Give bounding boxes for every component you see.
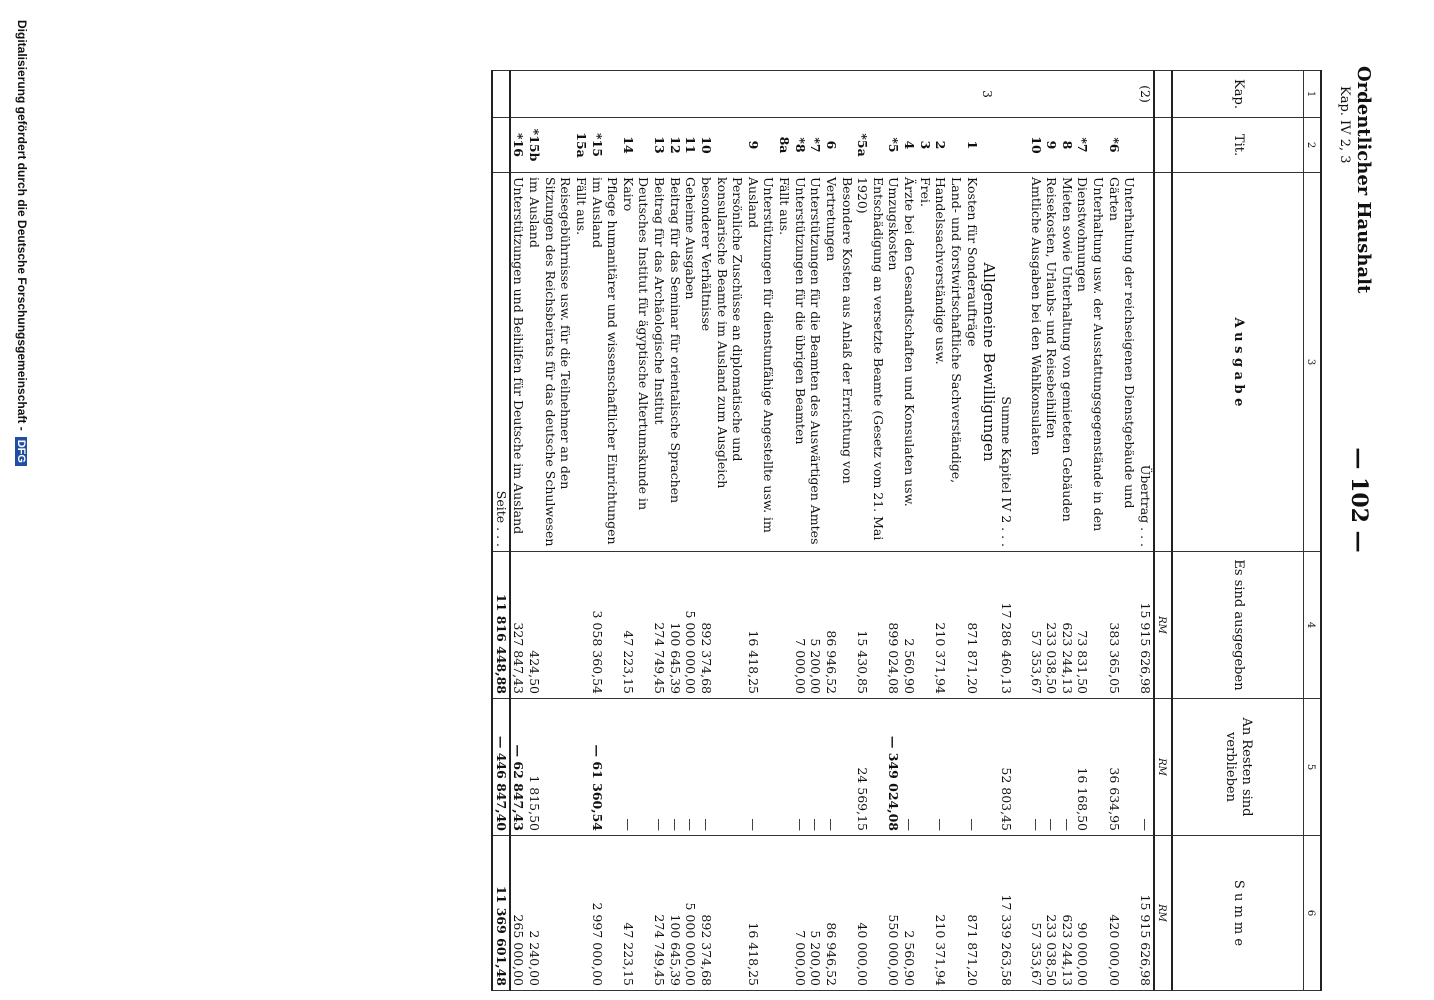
tit-cell: *16 [510,118,527,173]
amount-cell: 11 369 601,48 [492,836,510,991]
kap-cell [698,71,745,118]
tit-cell: *7 [1075,118,1106,173]
amount-cell [917,836,933,991]
amount-cell [573,552,589,699]
unit-label: RM [1154,552,1172,699]
unit-label: RM [1154,699,1172,836]
amount-cell: — 349 024,08 [886,699,902,836]
tit-cell: 8a [777,118,793,173]
tit-cell: *5a [855,118,886,173]
description-cell: Unterstützungen und Beihilfen für Deutsche im Ausland [510,173,527,552]
amount-cell: 15 430,85 [855,552,886,699]
table-body [1137,71,1154,991]
unit-label: RM [1154,836,1172,991]
header-reste: An Resten sind verblieben [1172,699,1304,836]
amount-cell: 7 000,00 [792,836,808,991]
description-cell: Deutsches Institut für ägyptische Altertumskunde in Kairo [620,173,651,552]
header-summe: S u m m e [1172,836,1304,991]
amount-cell: 36 634,95 [1106,699,1137,836]
amount-cell: 2 560,90 [902,552,918,699]
page-header-subtitle: Kap. IV 2, 3 [1337,86,1352,164]
description-cell: Fällt aus. [573,173,589,552]
amount-cell: 899 024,08 [886,552,902,699]
section-title: Allgemeine Bewilligungen [980,173,999,552]
kap-cell [667,71,683,118]
amount-cell: 57 353,67 [1028,836,1044,991]
table-row [964,71,980,991]
amount-cell: 623 244,13 [1059,836,1075,991]
description-cell: Geheime Ausgaben [683,173,699,552]
tit-cell: 8 [1059,118,1075,173]
column-header-row [1172,71,1304,991]
amount-cell: 623 244,13 [1059,552,1075,699]
amount-cell: — 61 360,54 [589,699,620,836]
amount-cell: 86 946,52 [823,552,854,699]
amount-cell [777,699,793,836]
kap-cell [620,71,651,118]
kap-cell [808,71,824,118]
dfg-logo: DFG [15,437,27,466]
amount-cell [573,836,589,991]
description-cell: Besondere Kosten aus Anlaß der Errichtung von Vertretungen [823,173,854,552]
amount-cell: 73 831,50 [1075,552,1106,699]
digitization-note [15,20,29,466]
kap-cell [527,71,574,118]
tit-cell: 13 [652,118,668,173]
amount-cell [777,552,793,699]
tit-cell: *15 [589,118,620,173]
column-number: 2 [1304,118,1322,173]
amount-cell [777,836,793,991]
description-cell: Umzugskosten [886,173,902,552]
amount-cell: 2 240,00 [527,836,574,991]
description-cell: Land- und forstwirtschaftliche Sachverständige, Handelssachverständige usw. [933,173,964,552]
amount-cell: 274 749,45 [652,836,668,991]
amount-cell: 550 000,00 [886,836,902,991]
description-cell: Unterstützungen für dienstunfähige Angestellte usw. im Ausland [745,173,776,552]
table-row [1044,71,1060,991]
header-ausgabe [1172,173,1304,552]
table-body-a [1028,71,1137,991]
amount-cell: — [1044,699,1060,836]
table-row [510,71,527,991]
amount-cell: 892 374,68 [698,552,745,699]
tit-cell: 9 [1044,118,1060,173]
table-row [589,71,620,991]
tit-cell: 3 [917,118,933,173]
amount-cell: 210 371,94 [933,552,964,699]
amount-cell: 11 816 448,88 [492,552,510,699]
description-cell: Reisegebührnisse usw. für die Teilnehmer an den Sitzungen des Reichsbeirats für das deutsche Schulwesen im Ausland [527,173,574,552]
description-cell: Persönliche Zuschüsse an diplomatische und konsularische Beamte im Ausland zum Ausgleich besonderer Verhältnisse [698,173,745,552]
amount-cell: — [902,699,918,836]
description-cell: Beitrag für das Seminar für orientalische Sprachen [667,173,683,552]
amount-cell: 15 915 626,98 [1137,836,1154,991]
amount-cell: 16 418,25 [745,836,776,991]
amount-cell: 86 946,52 [823,836,854,991]
amount-cell: — [698,699,745,836]
kap-cell [573,71,589,118]
column-number: 4 [1304,552,1322,699]
page-number: — 102 — [1346,447,1372,553]
amount-cell: — 446 847,40 [492,699,510,836]
table-body-b [510,71,980,991]
tit-cell: *15b [527,118,574,173]
description-cell: Unterhaltung der reichseigenen Dienstgebäude und Gärten [1106,173,1137,552]
description-cell: Amtliche Ausgaben bei den Wahlkonsulaten [1028,173,1044,552]
page-header-title: Ordentlicher Haushalt [1353,66,1374,294]
amount-cell: 16 418,25 [745,552,776,699]
table-foot [492,71,510,991]
amount-cell: 16 168,50 [1075,699,1106,836]
description-cell: Unterstützungen für die Beamten des Auswärtigen Amtes [808,173,824,552]
kap-cell [917,71,933,118]
kap-cell [1059,71,1075,118]
digitization-text: Digitalisierung gefördert durch die Deutsche Forschungsgemeinschaft - [15,20,29,431]
table-row [1028,71,1044,991]
table-row [652,71,668,991]
tit-cell: 10 [698,118,745,173]
amount-cell: 383 365,05 [1106,552,1137,699]
table-body-sum [980,71,1028,991]
budget-table [491,70,1322,991]
amount-cell: 892 374,68 [698,836,745,991]
amount-cell: — [1028,699,1044,836]
amount-cell: 47 223,15 [620,836,651,991]
table-row [886,71,902,991]
amount-cell: 1 815,50 [527,699,574,836]
summe-kapitel-row: Summe Kapitel IV 2 . . . 17 286 460,13 52 803,45 17 339 263,58 [998,71,1014,991]
kap-cell: 3 [980,71,999,118]
uebertrag-label: Übertrag [1138,464,1153,524]
amount-cell: 7 000,00 [792,552,808,699]
amount-cell: — 62 847,43 [510,699,527,836]
amount-cell: — [792,699,808,836]
amount-cell: 327 847,43 [510,552,527,699]
description-cell: Entschädigung an versetzte Beamte (Gesetz vom 21. Mai 1920) [855,173,886,552]
uebertrag-row: (2) Übertrag . . . 15 915 626,98 — 15 915 626,98 [1137,71,1154,991]
amount-cell: 3 058 360,54 [589,552,620,699]
table-row [902,71,918,991]
amount-cell: — [808,699,824,836]
section-row [980,71,999,991]
amount-cell: 871 871,20 [964,552,980,699]
amount-cell: — [964,699,980,836]
tit-cell: 4 [902,118,918,173]
tit-cell: *8 [792,118,808,173]
amount-cell: 5 000 000,00 [683,836,699,991]
kap-cell [510,71,527,118]
table-row [698,71,745,991]
amount-cell: 100 645,39 [667,836,683,991]
amount-cell: — [745,699,776,836]
kap-cell [1075,71,1106,118]
amount-cell: 233 038,50 [1044,836,1060,991]
seite-label: Seite [493,490,509,524]
column-number: 1 [1304,71,1322,118]
table-row [808,71,824,991]
description-cell: Beitrag für das Archäologische Institut [652,173,668,552]
amount-cell: 265 000,00 [510,836,527,991]
table-row [777,71,793,991]
table-row [933,71,964,991]
table-row [745,71,776,991]
tit-cell: 6 [823,118,854,173]
table-row [792,71,808,991]
description-cell: Mieten sowie Unterhaltung von gemieteten Gebäuden [1059,173,1075,552]
amount-cell: — [652,699,668,836]
tit-cell: 12 [667,118,683,173]
tit-cell: 15a [573,118,589,173]
description-cell: Reisekosten, Urlaubs- und Reisebeihilfen [1044,173,1060,552]
column-number: 5 [1304,699,1322,836]
kap-cell [855,71,886,118]
tit-cell: *7 [808,118,824,173]
amount-cell: 2 560,90 [902,836,918,991]
kap-cell [933,71,964,118]
amount-cell: 24 569,15 [855,699,886,836]
header-tit: Tit. [1172,118,1304,173]
amount-cell: 871 871,20 [964,836,980,991]
table-row [917,71,933,991]
table-row [1075,71,1106,991]
amount-cell: 5 000 000,00 [683,552,699,699]
amount-cell: — [620,699,651,836]
table-row [683,71,699,991]
tit-cell: 14 [620,118,651,173]
description-cell: Ärzte bei den Gesandtschaften und Konsulaten usw. [902,173,918,552]
kap-cell [1028,71,1044,118]
kap-cell [589,71,620,118]
description-cell: Unterstützungen für die übrigen Beamten [792,173,808,552]
table-row [823,71,854,991]
summe-kapitel-label: Summe Kapitel IV 2 [999,396,1014,524]
table-row [573,71,589,991]
kap-cell [964,71,980,118]
amount-cell: 2 997 000,00 [589,836,620,991]
tit-cell: 11 [683,118,699,173]
kap-cell [902,71,918,118]
kap-cell [823,71,854,118]
amount-cell: 40 000,00 [855,836,886,991]
tit-cell: *5 [886,118,902,173]
kap-cell [792,71,808,118]
description-cell: Kosten für Sonderaufträge [964,173,980,552]
header-kap: Kap. [1172,71,1304,118]
amount-cell: 100 645,39 [667,552,683,699]
amount-cell: — [1059,699,1075,836]
description-cell: Fällt aus. [777,173,793,552]
amount-cell: 17 286 460,13 [998,552,1014,699]
amount-cell: — [683,699,699,836]
column-number: 6 [1304,836,1322,991]
amount-cell: 57 353,67 [1028,552,1044,699]
amount-cell: 90 000,00 [1075,836,1106,991]
tit-cell: 9 [745,118,776,173]
amount-cell: 47 223,15 [620,552,651,699]
table-row [1059,71,1075,991]
amount-cell: 233 038,50 [1044,552,1060,699]
kap-cell [745,71,776,118]
amount-cell: 5 200,00 [808,552,824,699]
description-cell: Pflege humanitärer und wissenschaftlicher Einrichtungen im Ausland [589,173,620,552]
description-cell: Frei. [917,173,933,552]
kap-cell [886,71,902,118]
amount-cell: 5 200,00 [808,836,824,991]
tit-cell: *6 [1106,118,1137,173]
kap-cell: (2) [1137,71,1154,118]
tit-cell: 1 [964,118,980,173]
amount-cell: — [1137,699,1154,836]
header-ausgabe-label: A u s g a b e [1231,317,1247,407]
kap-cell [683,71,699,118]
kap-cell [1106,71,1137,118]
amount-cell: 424,50 [527,552,574,699]
amount-cell: — [667,699,683,836]
tit-cell: 10 [1028,118,1044,173]
seite-row: Seite . . . 11 816 448,88 — 446 847,40 11 369 601,48 [492,71,510,991]
table-row [855,71,886,991]
amount-cell: 17 339 263,58 [998,836,1014,991]
column-number: 3 [1304,173,1322,552]
table-row [1106,71,1137,991]
amount-cell: 274 749,45 [652,552,668,699]
tit-cell: 2 [933,118,964,173]
header-ausgegeben: Es sind ausgegeben [1172,552,1304,699]
description-cell: Unterhaltung usw. der Ausstattungsgegenstände in den Dienstwohnungen [1075,173,1106,552]
table-row [667,71,683,991]
kap-cell [652,71,668,118]
amount-cell: 210 371,94 [933,836,964,991]
kap-cell [1044,71,1060,118]
amount-cell: 15 915 626,98 [1137,552,1154,699]
column-number-row [1304,71,1322,991]
amount-cell [917,699,933,836]
table-row [527,71,574,991]
amount-cell: 52 803,45 [998,699,1014,836]
amount-cell [573,699,589,836]
amount-cell: 420 000,00 [1106,836,1137,991]
amount-cell [917,552,933,699]
table-row [620,71,651,991]
kap-cell [777,71,793,118]
amount-cell: — [823,699,854,836]
unit-row [1154,71,1172,991]
amount-cell: — [933,699,964,836]
